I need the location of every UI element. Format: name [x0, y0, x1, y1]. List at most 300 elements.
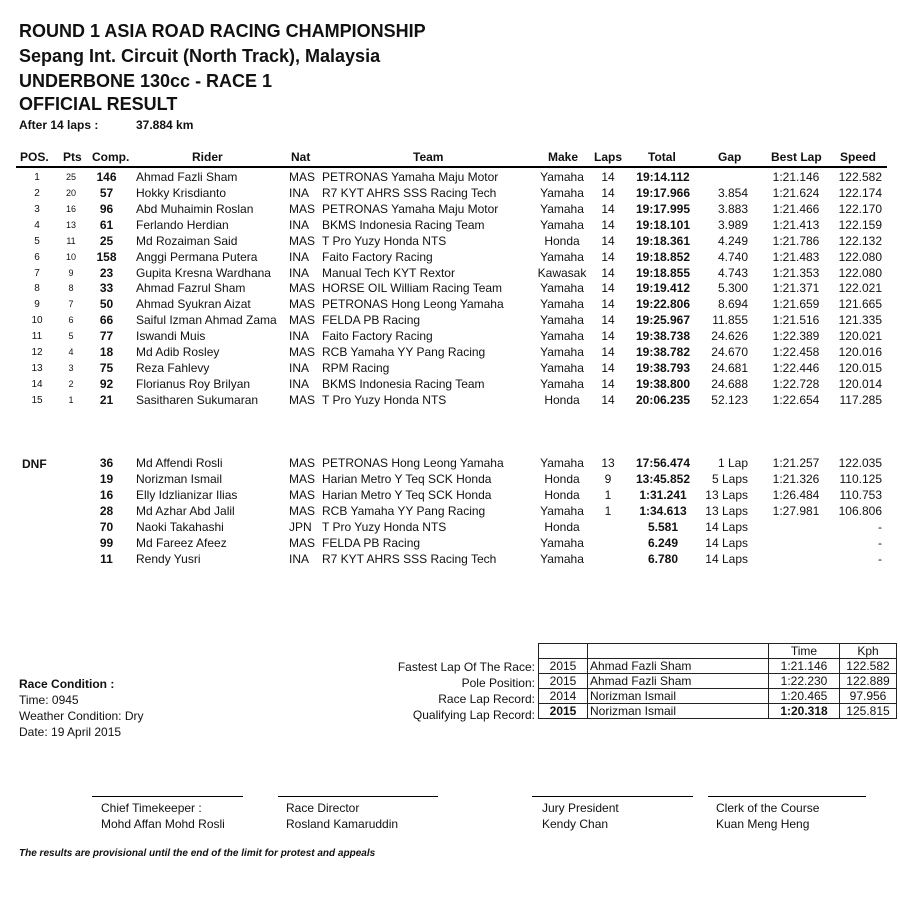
competitor-number: 36 — [99, 456, 114, 470]
signatory-role: Clerk of the Course — [716, 801, 820, 815]
competitor-number: 19 — [99, 471, 114, 486]
gap: 3.989 — [717, 217, 748, 232]
nationality: MAS — [289, 233, 316, 248]
best-lap: 1:21.624 — [772, 185, 820, 200]
best-lap: 1:21.483 — [772, 249, 820, 264]
table-row — [0, 329, 900, 345]
dnf-row — [0, 536, 900, 552]
record-row — [539, 704, 897, 719]
nationality: INA — [289, 185, 310, 200]
dnf-row — [0, 504, 900, 520]
rider-name: Md Adib Rosley — [136, 345, 220, 360]
team-name: T Pro Yuzy Honda NTS — [322, 519, 447, 534]
col-header-rider: Rider — [192, 150, 223, 164]
make: Yamaha — [540, 313, 584, 328]
total-time: 19:38.800 — [635, 376, 691, 391]
total-time: 19:17.966 — [635, 185, 691, 200]
col-header-total: Total — [648, 150, 676, 164]
total-time: 19:19.412 — [635, 281, 691, 296]
points: 6 — [68, 315, 74, 326]
competitor-number: 70 — [99, 519, 114, 534]
team-name: Harian Metro Y Teq SCK Honda — [322, 487, 492, 502]
signature-line — [92, 796, 243, 797]
record-year: 2014 — [539, 689, 588, 704]
rider-name: Ahmad Fazli Sham — [136, 170, 238, 184]
rider-name: Saiful Izman Ahmad Zama — [136, 313, 277, 328]
competitor-number: 28 — [99, 503, 114, 518]
team-name: BKMS Indonesia Racing Team — [322, 217, 485, 232]
nationality: JPN — [289, 519, 312, 534]
race-conditions — [19, 676, 144, 740]
gap: 14 Laps — [705, 519, 748, 534]
total-time: 6.249 — [647, 535, 679, 550]
best-lap: 1:21.353 — [772, 265, 820, 280]
total-time: 13:45.852 — [635, 471, 691, 486]
rider-name: Elly Idzlianizar Ilias — [136, 487, 238, 502]
team-name: R7 KYT AHRS SSS Racing Tech — [322, 185, 497, 200]
best-lap: 1:22.654 — [772, 392, 820, 407]
laps: 1 — [604, 503, 612, 518]
speed: 122.170 — [838, 201, 882, 216]
nationality: MAS — [289, 201, 316, 216]
position: 14 — [31, 378, 43, 390]
rider-name: Md Fareez Afeez — [136, 535, 227, 550]
record-time: 1:20.465 — [769, 689, 840, 704]
position: 5 — [34, 235, 40, 247]
total-time: 19:18.101 — [635, 217, 691, 232]
record-time: 1:22.230 — [769, 674, 840, 689]
record-label: Pole Position: — [461, 676, 535, 690]
points: 1 — [68, 394, 74, 405]
signature-line — [532, 796, 693, 797]
best-lap: 1:22.458 — [772, 345, 820, 360]
results-table — [0, 170, 900, 409]
dnf-row — [0, 472, 900, 488]
position: 8 — [34, 283, 40, 295]
points: 4 — [68, 347, 74, 358]
record-holder: Ahmad Fazli Sham — [588, 659, 769, 674]
laps: 14 — [601, 170, 615, 184]
best-lap: 1:21.413 — [772, 217, 820, 232]
team-name: T Pro Yuzy Honda NTS — [322, 392, 447, 407]
record-label: Qualifying Lap Record: — [412, 708, 535, 722]
make: Yamaha — [540, 376, 584, 391]
laps: 14 — [601, 392, 615, 407]
gap: 14 Laps — [705, 551, 748, 566]
rider-name: Hokky Krisdianto — [136, 185, 227, 200]
laps: 14 — [601, 233, 615, 248]
speed: 122.582 — [838, 170, 882, 184]
team-name: Harian Metro Y Teq SCK Honda — [322, 471, 492, 486]
signatory-role: Jury President — [542, 801, 619, 815]
best-lap: 1:21.466 — [772, 201, 820, 216]
team-name: RPM Racing — [322, 361, 390, 376]
competitor-number: 57 — [99, 185, 114, 200]
record-year: 2015 — [539, 659, 588, 674]
total-time: 19:22.806 — [635, 297, 691, 312]
best-lap: 1:22.728 — [772, 376, 820, 391]
laps: 14 — [601, 361, 615, 376]
speed: 117.285 — [839, 392, 882, 407]
nationality: INA — [289, 361, 310, 376]
position: 11 — [31, 331, 43, 343]
competitor-number: 75 — [99, 361, 114, 376]
rider-name: Md Rozaiman Said — [136, 233, 238, 248]
col-header-comp: Comp. — [92, 150, 130, 164]
rider-name: Abd Muhaimin Roslan — [136, 201, 254, 216]
speed: 120.015 — [838, 361, 882, 376]
position: 3 — [34, 203, 40, 215]
record-kph: 97.956 — [840, 689, 897, 704]
team-name: R7 KYT AHRS SSS Racing Tech — [322, 551, 497, 566]
team-name: FELDA PB Racing — [322, 313, 421, 328]
team-name: T Pro Yuzy Honda NTS — [322, 233, 447, 248]
weather-condition: Weather Condition: Dry — [19, 709, 144, 723]
total-time: 19:18.855 — [635, 265, 691, 280]
rider-name: Gupita Kresna Wardhana — [136, 265, 271, 280]
signatory-jury-president — [542, 800, 619, 832]
laps: 9 — [604, 471, 612, 486]
position: 13 — [31, 363, 43, 375]
table-row — [0, 186, 900, 202]
competitor-number: 21 — [99, 392, 114, 407]
nationality: INA — [289, 551, 310, 566]
laps: 14 — [601, 345, 615, 360]
team-name: PETRONAS Yamaha Maju Motor — [322, 170, 499, 184]
total-time: 19:17.995 — [635, 201, 691, 216]
total-time: 5.581 — [647, 519, 679, 534]
team-name: Faito Factory Racing — [322, 249, 433, 264]
rider-name: Md Affendi Rosli — [136, 456, 223, 470]
rider-name: Norizman Ismail — [136, 471, 223, 486]
speed: - — [878, 551, 882, 566]
signatory-clerk-of-course — [716, 800, 819, 832]
race-class: UNDERBONE 130cc - RACE 1 — [19, 71, 273, 91]
rider-name: Md Azhar Abd Jalil — [136, 503, 235, 518]
signatory-race-director — [286, 800, 398, 832]
record-kph: 125.815 — [840, 704, 897, 719]
rider-name: Ahmad Fazrul Sham — [136, 281, 246, 296]
col-header-laps: Laps — [594, 150, 623, 164]
laps: 14 — [601, 313, 615, 328]
position: 12 — [31, 347, 43, 359]
gap: 8.694 — [717, 297, 748, 312]
laps: 14 — [601, 249, 615, 264]
points: 20 — [65, 187, 76, 198]
record-holder: Norizman Ismail — [588, 704, 769, 719]
competitor-number: 146 — [96, 170, 117, 184]
speed: 110.125 — [839, 471, 882, 486]
table-row — [0, 266, 900, 282]
signatory-role: Race Director — [286, 801, 360, 815]
best-lap: 1:21.659 — [772, 297, 820, 312]
record-year: 2015 — [539, 674, 588, 689]
race-date: Date: 19 April 2015 — [19, 725, 122, 739]
gap: 24.681 — [711, 361, 748, 376]
gap: 11.855 — [712, 313, 748, 328]
signature-line — [278, 796, 438, 797]
position: 2 — [34, 187, 40, 199]
total-time: 19:25.967 — [635, 313, 691, 328]
table-row — [0, 393, 900, 409]
dnf-table — [0, 456, 900, 567]
competitor-number: 61 — [99, 217, 114, 232]
total-time: 1:31.241 — [639, 487, 687, 502]
table-row — [0, 170, 900, 186]
records-kph-header: Kph — [840, 644, 897, 659]
col-header-make: Make — [548, 150, 579, 164]
gap: 13 Laps — [705, 487, 748, 502]
gap: 5 Laps — [711, 471, 748, 486]
team-name: Faito Factory Racing — [322, 329, 433, 344]
make: Yamaha — [540, 249, 584, 264]
make: Yamaha — [540, 551, 584, 566]
make: Yamaha — [540, 456, 584, 470]
speed: 120.014 — [838, 376, 882, 391]
best-lap: 1:26.484 — [772, 487, 820, 502]
competitor-number: 99 — [99, 535, 114, 550]
position: 4 — [34, 219, 40, 231]
nationality: INA — [289, 249, 310, 264]
total-time: 19:14.112 — [636, 170, 690, 184]
dnf-row — [0, 488, 900, 504]
make: Yamaha — [540, 345, 584, 360]
team-name: HORSE OIL William Racing Team — [322, 281, 503, 296]
points: 7 — [68, 299, 74, 310]
gap: 5.300 — [717, 281, 748, 296]
race-distance: 37.884 km — [136, 118, 194, 132]
signatory-name: Mohd Affan Mohd Rosli — [101, 817, 225, 831]
col-header-pts: Pts — [63, 150, 82, 164]
table-row — [0, 345, 900, 361]
gap: 24.626 — [711, 329, 748, 344]
best-lap: 1:22.446 — [772, 361, 820, 376]
team-name: PETRONAS Yamaha Maju Motor — [322, 201, 499, 216]
make: Yamaha — [540, 503, 584, 518]
make: Honda — [544, 487, 580, 502]
competitor-number: 92 — [99, 376, 114, 391]
competitor-number: 96 — [99, 201, 114, 216]
position: 6 — [34, 251, 40, 263]
speed: 110.753 — [839, 487, 882, 502]
make: Yamaha — [540, 170, 584, 184]
col-header-nat: Nat — [291, 150, 311, 164]
col-header-best-lap: Best Lap — [771, 150, 822, 164]
make: Yamaha — [540, 535, 584, 550]
record-label: Fastest Lap Of The Race: — [397, 660, 535, 674]
make: Honda — [544, 392, 580, 407]
speed: 106.806 — [838, 503, 882, 518]
make: Yamaha — [540, 329, 584, 344]
total-time: 19:18.361 — [635, 233, 691, 248]
col-header-team: Team — [413, 150, 444, 164]
speed: 122.174 — [838, 185, 882, 200]
rider-name: Sasitharen Sukumaran — [136, 392, 259, 407]
speed: 122.021 — [838, 281, 882, 296]
nationality: INA — [289, 217, 310, 232]
gap: 3.854 — [717, 185, 748, 200]
dnf-label: DNF — [22, 457, 47, 471]
record-kph: 122.582 — [840, 659, 897, 674]
document-title: OFFICIAL RESULT — [19, 94, 178, 114]
competitor-number: 18 — [99, 345, 114, 360]
rider-name: Naoki Takahashi — [136, 519, 224, 534]
dnf-row — [0, 456, 900, 472]
make: Honda — [544, 519, 580, 534]
gap: 1 Lap — [717, 456, 748, 470]
signatory-role: Chief Timekeeper : — [101, 801, 202, 815]
laps: 14 — [601, 217, 615, 232]
position: 10 — [31, 315, 43, 327]
total-time: 19:38.738 — [635, 329, 691, 344]
points: 13 — [65, 219, 76, 230]
header-rule — [16, 166, 887, 168]
table-row — [0, 281, 900, 297]
signatory-name: Rosland Kamaruddin — [286, 817, 399, 831]
speed: 122.080 — [838, 265, 882, 280]
gap: 24.670 — [711, 345, 748, 360]
total-time: 6.780 — [647, 551, 679, 566]
competitor-number: 33 — [99, 281, 114, 296]
signatory-chief-timekeeper — [101, 800, 225, 832]
points: 5 — [68, 331, 74, 342]
speed: 120.021 — [838, 329, 882, 344]
nationality: INA — [289, 265, 310, 280]
provisional-footnote: The results are provisional until the end of the limit for protest and appeals — [19, 848, 376, 859]
record-row — [539, 659, 897, 674]
points: 8 — [68, 283, 74, 294]
make: Yamaha — [540, 297, 584, 312]
best-lap: 1:21.326 — [772, 471, 820, 486]
team-name: PETRONAS Hong Leong Yamaha — [322, 297, 504, 312]
total-time: 19:38.793 — [635, 361, 691, 376]
signature-line — [708, 796, 866, 797]
rider-name: Iswandi Muis — [136, 329, 206, 344]
position: 15 — [31, 394, 43, 406]
gap: 13 Laps — [705, 503, 748, 518]
rider-name: Ahmad Syukran Aizat — [136, 297, 251, 312]
nationality: MAS — [289, 281, 316, 296]
make: Yamaha — [540, 201, 584, 216]
laps: 14 — [601, 376, 615, 391]
points: 2 — [68, 378, 74, 389]
points: 25 — [65, 172, 76, 182]
nationality: MAS — [289, 471, 316, 486]
nationality: MAS — [289, 345, 316, 360]
competitor-number: 66 — [99, 313, 114, 328]
record-holder: Ahmad Fazli Sham — [588, 674, 769, 689]
nationality: MAS — [289, 503, 316, 518]
col-header-speed: Speed — [840, 150, 877, 164]
speed: 122.132 — [838, 233, 882, 248]
gap: 4.740 — [717, 249, 748, 264]
rider-name: Florianus Roy Brilyan — [136, 376, 251, 391]
record-time: 1:21.146 — [769, 659, 840, 674]
make: Yamaha — [540, 185, 584, 200]
make: Kawasak — [537, 265, 587, 280]
gap: 24.688 — [711, 376, 748, 391]
team-name: RCB Yamaha YY Pang Racing — [322, 503, 486, 518]
best-lap: 1:21.257 — [772, 456, 820, 470]
race-condition-title: Race Condition : — [19, 677, 115, 691]
laps: 14 — [601, 281, 615, 296]
laps: 14 — [601, 185, 615, 200]
competitor-number: 50 — [99, 297, 114, 312]
total-time: 17:56.474 — [635, 456, 691, 470]
rider-name: Rendy Yusri — [136, 551, 201, 566]
record-row — [539, 674, 897, 689]
nationality: MAS — [289, 535, 316, 550]
race-time: Time: 0945 — [19, 693, 79, 707]
records-time-header: Time — [769, 644, 840, 659]
table-row — [0, 313, 900, 329]
points: 10 — [65, 251, 76, 262]
speed: - — [878, 519, 882, 534]
table-row — [0, 297, 900, 313]
laps: 14 — [601, 265, 615, 280]
speed: 122.159 — [838, 217, 882, 232]
signatory-name: Kendy Chan — [542, 817, 609, 831]
total-time: 1:34.613 — [639, 503, 687, 518]
records-table — [538, 643, 897, 719]
circuit-name: Sepang Int. Circuit (North Track), Malaysia — [19, 46, 381, 66]
team-name: RCB Yamaha YY Pang Racing — [322, 345, 486, 360]
gap: 4.743 — [717, 265, 748, 280]
laps-label: After 14 laps : — [19, 118, 99, 132]
nationality: INA — [289, 329, 310, 344]
gap: 4.249 — [717, 233, 748, 248]
table-row — [0, 377, 900, 393]
nationality: INA — [289, 376, 310, 391]
competitor-number: 11 — [100, 551, 113, 566]
team-name: BKMS Indonesia Racing Team — [322, 376, 485, 391]
nationality: MAS — [289, 487, 316, 502]
nationality: MAS — [289, 456, 316, 470]
team-name: Manual Tech KYT Rextor — [322, 265, 455, 280]
best-lap: 1:21.146 — [772, 170, 820, 184]
total-time: 20:06.235 — [635, 392, 691, 407]
table-row — [0, 234, 900, 250]
record-holder: Norizman Ismail — [588, 689, 769, 704]
laps: 14 — [601, 201, 615, 216]
col-header-pos: POS. — [20, 150, 49, 164]
position: 9 — [34, 299, 40, 311]
make: Honda — [544, 233, 580, 248]
rider-name: Reza Fahlevy — [136, 361, 210, 376]
team-name: PETRONAS Hong Leong Yamaha — [322, 456, 504, 470]
gap: 52.123 — [711, 392, 748, 407]
best-lap: 1:21.516 — [772, 313, 820, 328]
make: Yamaha — [540, 217, 584, 232]
nationality: MAS — [289, 297, 316, 312]
laps: 1 — [604, 487, 612, 502]
speed: 121.665 — [838, 297, 882, 312]
position: 7 — [34, 267, 40, 279]
championship-title: ROUND 1 ASIA ROAD RACING CHAMPIONSHIP — [19, 21, 426, 41]
position: 1 — [34, 172, 40, 183]
competitor-number: 16 — [99, 487, 114, 502]
best-lap: 1:21.786 — [772, 233, 820, 248]
record-label: Race Lap Record: — [438, 692, 535, 706]
points: 9 — [68, 267, 74, 278]
table-row — [0, 361, 900, 377]
laps: 14 — [601, 297, 615, 312]
make: Yamaha — [540, 361, 584, 376]
signatory-name: Kuan Meng Heng — [716, 817, 810, 831]
table-row — [0, 250, 900, 266]
rider-name: Anggi Permana Putera — [136, 249, 258, 264]
gap: 3.883 — [717, 201, 748, 216]
